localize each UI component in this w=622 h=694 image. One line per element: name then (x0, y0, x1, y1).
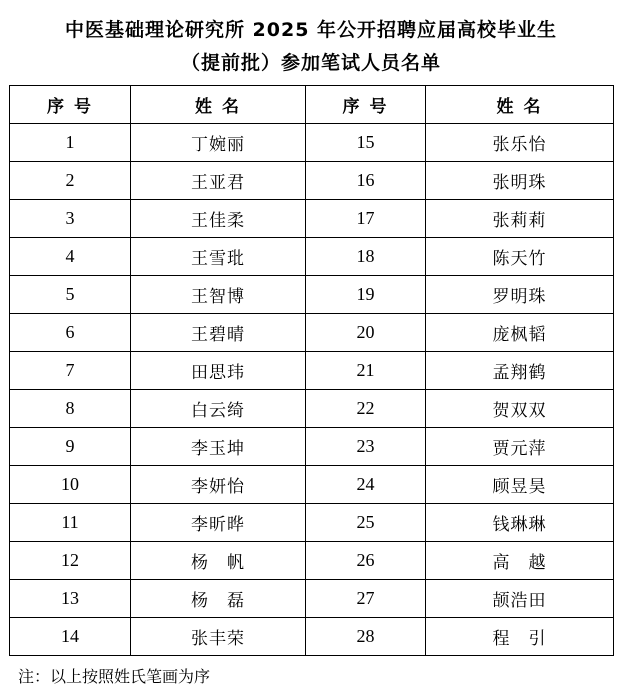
table-row (10, 200, 614, 238)
name-cell: 张丰荣 (131, 618, 306, 656)
name-cell: 丁婉丽 (131, 124, 306, 162)
serial-cell: 16 (306, 162, 426, 200)
name-cell: 白云绮 (131, 390, 306, 428)
name-cell: 贺双双 (426, 390, 614, 428)
table-row (10, 314, 614, 352)
candidate-table (9, 85, 614, 656)
name-cell: 王亚君 (131, 162, 306, 200)
name-cell: 李妍怡 (131, 466, 306, 504)
serial-cell: 7 (10, 352, 131, 390)
name-cell: 杨 帆 (131, 542, 306, 580)
serial-cell: 14 (10, 618, 131, 656)
serial-cell: 27 (306, 580, 426, 618)
name-cell: 王佳柔 (131, 200, 306, 238)
name-cell: 陈天竹 (426, 238, 614, 276)
table-header-row (10, 86, 614, 124)
name-cell: 高 越 (426, 542, 614, 580)
name-cell: 张明珠 (426, 162, 614, 200)
table-row (10, 428, 614, 466)
document-title-line-1: 中医基础理论研究所 2025 年公开招聘应届高校毕业生 (64, 19, 558, 41)
serial-cell: 18 (306, 238, 426, 276)
serial-cell: 22 (306, 390, 426, 428)
serial-cell: 9 (10, 428, 131, 466)
serial-cell: 15 (306, 124, 426, 162)
table-row (10, 352, 614, 390)
serial-cell: 24 (306, 466, 426, 504)
table-row (10, 162, 614, 200)
serial-cell: 6 (10, 314, 131, 352)
serial-cell: 3 (10, 200, 131, 238)
serial-cell: 5 (10, 276, 131, 314)
name-cell: 张乐怡 (426, 124, 614, 162)
serial-cell: 28 (306, 618, 426, 656)
name-cell: 孟翔鹤 (426, 352, 614, 390)
serial-cell: 21 (306, 352, 426, 390)
serial-cell: 20 (306, 314, 426, 352)
serial-cell: 19 (306, 276, 426, 314)
serial-cell: 23 (306, 428, 426, 466)
header-serial-left: 序 号 (10, 86, 131, 124)
name-cell: 顾昱昊 (426, 466, 614, 504)
header-serial-right: 序 号 (306, 86, 426, 124)
table-row (10, 542, 614, 580)
table-row (10, 124, 614, 162)
header-name-left: 姓 名 (131, 86, 306, 124)
serial-cell: 25 (306, 504, 426, 542)
document-title-line-2: （提前批）参加笔试人员名单 (180, 52, 441, 74)
name-cell: 程 引 (426, 618, 614, 656)
header-name-right: 姓 名 (426, 86, 614, 124)
serial-cell: 4 (10, 238, 131, 276)
serial-cell: 13 (10, 580, 131, 618)
name-cell: 罗明珠 (426, 276, 614, 314)
table-body (10, 124, 614, 656)
serial-cell: 26 (306, 542, 426, 580)
name-cell: 王碧晴 (131, 314, 306, 352)
name-cell: 贾元萍 (426, 428, 614, 466)
serial-cell: 10 (10, 466, 131, 504)
table-row (10, 238, 614, 276)
name-cell: 李昕晔 (131, 504, 306, 542)
serial-cell: 17 (306, 200, 426, 238)
footnote: 注：以上按照姓氏笔画为序 (18, 667, 211, 686)
table-row (10, 276, 614, 314)
serial-cell: 11 (10, 504, 131, 542)
name-cell: 田思玮 (131, 352, 306, 390)
serial-cell: 2 (10, 162, 131, 200)
name-cell: 颉浩田 (426, 580, 614, 618)
name-cell: 庞枫韬 (426, 314, 614, 352)
serial-cell: 1 (10, 124, 131, 162)
name-cell: 钱琳琳 (426, 504, 614, 542)
table-row (10, 618, 614, 656)
table-row (10, 390, 614, 428)
serial-cell: 8 (10, 390, 131, 428)
table-row (10, 466, 614, 504)
name-cell: 李玉坤 (131, 428, 306, 466)
serial-cell: 12 (10, 542, 131, 580)
table-row (10, 580, 614, 618)
name-cell: 王雪玭 (131, 238, 306, 276)
name-cell: 张莉莉 (426, 200, 614, 238)
name-cell: 王智博 (131, 276, 306, 314)
name-cell: 杨 磊 (131, 580, 306, 618)
table-row (10, 504, 614, 542)
